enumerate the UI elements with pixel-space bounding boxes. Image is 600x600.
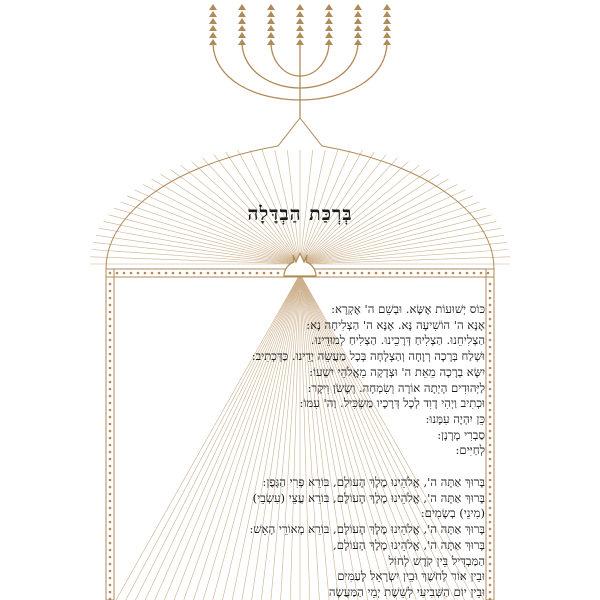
text-line: לְחַיִּים: <box>455 443 485 458</box>
ornament-dot <box>109 318 112 321</box>
ornament-dot <box>109 416 112 419</box>
ornament-dot <box>221 272 224 275</box>
flame-mark <box>296 4 304 10</box>
ornament-dot <box>489 395 492 398</box>
ornament-dot <box>319 272 322 275</box>
ornament-dot <box>109 388 112 391</box>
ornament-dot <box>340 272 343 275</box>
text-line: הַמַּבְדִּיל בֵּין קֹדֶשׁ לְחוֹל <box>388 553 485 568</box>
ornament-dot <box>109 577 112 580</box>
ornament-dot <box>172 272 175 275</box>
text-line: לַיְּהוּדִים הָיְתָה אוֹרָה וְשִׂמְחָה. וְשָׂשֹׂן וִיקָר: <box>307 380 485 395</box>
flame-mark <box>267 18 275 24</box>
ornament-dot <box>256 272 259 275</box>
ornament-dot <box>489 402 492 405</box>
ornament-dot <box>489 479 492 482</box>
text-line: כּוֹס יְשׁוּעוֹת אֶשָּׂא. וּבְשֵׁם ה' אֶקְרָא: <box>331 302 485 316</box>
ornament-dot <box>130 272 133 275</box>
ornament-dot <box>144 272 147 275</box>
ornament-dot <box>109 297 112 300</box>
ornament-dot <box>109 360 112 363</box>
ornament-dot <box>109 514 112 517</box>
ornament-dot <box>489 486 492 489</box>
ornament-dot <box>489 311 492 314</box>
ornament-dot <box>109 549 112 552</box>
ornament-dot <box>109 437 112 440</box>
flame-mark <box>383 4 391 10</box>
flame-mark <box>267 32 275 38</box>
ornament-dot <box>431 272 434 275</box>
ornament-dot <box>270 272 273 275</box>
text-line: סַבְרִי מָרָנָן: <box>437 427 485 442</box>
ornament-dot <box>109 479 112 482</box>
ornament-dot <box>389 272 392 275</box>
flame-mark <box>238 18 246 24</box>
flame-mark <box>325 25 333 31</box>
ornament-dot <box>200 272 203 275</box>
ornament-dot <box>489 556 492 559</box>
ornament-dot <box>375 272 378 275</box>
ornament-dot <box>109 563 112 566</box>
text-line: (מִינֵי) בְשָׂמִים: <box>420 506 485 521</box>
ornament-dot <box>116 272 119 275</box>
text-line: וּכְתִיב וַיְהִי דָוִד לְכָל דְּרָכָיו מַשְׂכִּיל. וַה' עִמּוֹ: <box>299 396 485 411</box>
flame-mark <box>296 32 304 38</box>
text-line: בָּרוּךְ אַתָּה ה', אֱלֹהֵינוּ מֶלֶךְ הָעוֹלָם, בּוֹרֵא מְאוֹרֵי הָאֵשׁ: <box>249 522 485 537</box>
flame-mark <box>296 25 304 31</box>
text-line: וּשְׁלַח בְּרָכָה רְוָחָה וְהַצְלָחָה בְּכָל מַעֲשֵׂה יָדֵינוּ. כַּדְּכְתִיב: <box>251 349 485 364</box>
ornament-dot <box>165 272 168 275</box>
ornament-dot <box>109 374 112 377</box>
ornament-dot <box>277 272 280 275</box>
ornament-dot <box>396 272 399 275</box>
ornament-dot <box>445 272 448 275</box>
ornament-dot <box>489 360 492 363</box>
ornament-dot <box>489 332 492 335</box>
ornament-dot <box>489 416 492 419</box>
ornament-dot <box>487 272 490 275</box>
ornament-dot <box>109 451 112 454</box>
ornament-dot <box>489 507 492 510</box>
ornament-dot <box>109 430 112 433</box>
flame-mark <box>267 11 275 17</box>
ray-line <box>96 235 300 264</box>
flame-mark <box>325 18 333 24</box>
flame-mark <box>383 32 391 38</box>
flame-mark <box>209 4 217 10</box>
ornament-dot <box>109 507 112 510</box>
ornament-dot <box>489 465 492 468</box>
flame-mark <box>325 4 333 10</box>
ornament-dot <box>109 353 112 356</box>
flame-mark <box>296 39 304 45</box>
flame-mark <box>238 25 246 31</box>
ornament-dot <box>489 570 492 573</box>
text-line: אָנָּא ה' הוֹשִׁיעָה נָּא. אָנָּא ה' הַצְלִיחָה נָא: <box>306 317 485 332</box>
ornament-dot <box>109 458 112 461</box>
ornament-dot <box>109 339 112 342</box>
ornament-dot <box>489 500 492 503</box>
ornament-dot <box>489 430 492 433</box>
flame-mark <box>209 32 217 38</box>
ornament-dot <box>438 272 441 275</box>
ornament-dot <box>186 272 189 275</box>
ornament-dot <box>424 272 427 275</box>
ornament-dot <box>109 535 112 538</box>
flame-mark <box>354 4 362 10</box>
flame-mark <box>383 25 391 31</box>
ornament-dot <box>151 272 154 275</box>
flame-mark <box>354 18 362 24</box>
ornament-dot <box>489 318 492 321</box>
ray-line <box>300 257 510 264</box>
ornament-dot <box>109 283 112 286</box>
flame-mark <box>383 39 391 45</box>
ornament-dot <box>489 346 492 349</box>
ornament-dot <box>417 272 420 275</box>
ornament-dot <box>158 272 161 275</box>
ornament-dot <box>489 353 492 356</box>
flame-mark <box>267 4 275 10</box>
ornament-dot <box>109 570 112 573</box>
flame-mark <box>209 25 217 31</box>
ornament-dot <box>368 272 371 275</box>
ornament-dot <box>109 500 112 503</box>
ornament-dot <box>489 297 492 300</box>
flame-mark <box>325 32 333 38</box>
ornament-dot <box>489 535 492 538</box>
ornament-dot <box>109 556 112 559</box>
ornament-dot <box>489 514 492 517</box>
ornament-dot <box>489 374 492 377</box>
ornament-dot <box>489 423 492 426</box>
ornament-dot <box>242 272 245 275</box>
ray-line <box>300 235 504 264</box>
ornament-dot <box>489 542 492 545</box>
ornament-dot <box>489 577 492 580</box>
ornament-dot <box>489 563 492 566</box>
ornament-dot <box>235 272 238 275</box>
ornament-dot <box>489 290 492 293</box>
ornament-dot <box>382 272 385 275</box>
flame-mark <box>354 11 362 17</box>
ornament-dot <box>489 458 492 461</box>
ornament-dot <box>489 367 492 370</box>
ornament-dot <box>179 272 182 275</box>
ornament-dot <box>489 381 492 384</box>
ornament-dot <box>489 325 492 328</box>
ornament-dot <box>109 542 112 545</box>
ornament-dot <box>109 311 112 314</box>
text-line: בָּרוּךְ אַתָּה ה', אֱלֹהֵינוּ מֶלֶךְ הָעוֹלָם, בּוֹרֵא עֲצֵי (עִשְׂבֵי) <box>252 490 485 505</box>
menorah-icon <box>209 4 391 118</box>
ornament-dot <box>109 381 112 384</box>
ornament-dot <box>489 409 492 412</box>
ornament-dot <box>347 272 350 275</box>
ornament-dot <box>109 486 112 489</box>
ornament-dot <box>109 332 112 335</box>
ornament-dot <box>228 272 231 275</box>
ornament-dot <box>109 395 112 398</box>
ornament-dot <box>480 272 483 275</box>
text-line: כֵּן יִהְיֶה עִמָּנוּ: <box>425 411 485 426</box>
ornament-dot <box>403 272 406 275</box>
ornament-dot <box>109 465 112 468</box>
flame-mark <box>383 11 391 17</box>
ornament-dot <box>109 521 112 524</box>
flame-mark <box>238 4 246 10</box>
havdalah-text <box>112 302 485 600</box>
text-line: יִשָּׂא בְרָכָה מֵאֵת ה' וּצְדָקָה מֵאֱלֹהֵי יִשְׁעוֹ: <box>309 364 485 379</box>
ornament-dot <box>109 402 112 405</box>
text-line: בָּרוּךְ אַתָּה ה', אֱלֹהֵינוּ מֶלֶךְ הָעוֹלָם, בּוֹרֵא פְּרִי הַגָּפֶן: <box>262 475 485 490</box>
flame-mark <box>354 32 362 38</box>
flame-mark <box>296 11 304 17</box>
ornament-dot <box>109 444 112 447</box>
ornament-dot <box>473 272 476 275</box>
ornament-dot <box>109 325 112 328</box>
ornament-dot <box>489 437 492 440</box>
ornament-dot <box>109 346 112 349</box>
ornament-dot <box>489 549 492 552</box>
ornament-dot <box>489 584 492 587</box>
ornament-dot <box>109 584 112 587</box>
ornament-dot <box>109 472 112 475</box>
ornament-dot <box>109 493 112 496</box>
flame-mark <box>383 18 391 24</box>
ornament-dot <box>333 272 336 275</box>
ornament-dot <box>123 272 126 275</box>
ray-line <box>90 257 300 264</box>
ornament-dot <box>193 272 196 275</box>
ornament-dot <box>489 444 492 447</box>
ornament-dot <box>354 272 357 275</box>
flame-mark <box>238 39 246 45</box>
flame-mark <box>209 11 217 17</box>
flame-mark <box>325 11 333 17</box>
page-title: בְּרְכַּת הַבְדָּלָה <box>247 203 353 225</box>
ornament-dot <box>109 367 112 370</box>
flame-mark <box>354 25 362 31</box>
text-line: וּבֵין יוֹם הַשְּׁבִיעִי לְשֵׁשֶׁת יְמֵי הַמַּעֲשֶׂה <box>328 584 485 599</box>
ornament-dot <box>452 272 455 275</box>
flame-mark <box>238 32 246 38</box>
ornament-dot <box>326 272 329 275</box>
ornament-dot <box>489 388 492 391</box>
ornament-dot <box>109 409 112 412</box>
ornament-dot <box>489 493 492 496</box>
ornament-dot <box>109 272 112 275</box>
ornament-dot <box>214 272 217 275</box>
ornament-dot <box>109 423 112 426</box>
ornament-dot <box>489 283 492 286</box>
ornament-dot <box>489 591 492 594</box>
text-line: וּבֵין אוֹר לְחֹשֶׁךְ וּבֵין יִשְׂרָאֵל לָעַמִּים <box>337 569 485 584</box>
ornament-dot <box>410 272 413 275</box>
flame-mark <box>209 39 217 45</box>
ornament-dot <box>459 272 462 275</box>
text-line: בָּרוּךְ אַתָּה ה', אֱלֹהֵינוּ מֶלֶךְ הָעוֹלָם, <box>333 537 485 552</box>
ornament-dot <box>489 339 492 342</box>
flame-mark <box>296 18 304 24</box>
ornament-dot <box>489 521 492 524</box>
ornament-dot <box>109 290 112 293</box>
ornament-dot <box>489 528 492 531</box>
ornament-dot <box>466 272 469 275</box>
ornament-dot <box>207 272 210 275</box>
ornament-dot <box>361 272 364 275</box>
ornament-dot <box>109 304 112 307</box>
flame-mark <box>325 39 333 45</box>
flame-mark <box>267 39 275 45</box>
ornament-dot <box>489 451 492 454</box>
ornament-dot <box>109 528 112 531</box>
text-line: הַצְלִיחֵנוּ. הַצְלִיחַ דְּרָכֵינוּ. הַצְלִיחַ לְמוּדֵינוּ. <box>310 333 485 348</box>
ornament-dot <box>137 272 140 275</box>
ornament-dot <box>489 472 492 475</box>
ornament-dot <box>109 591 112 594</box>
ornament-dot <box>249 272 252 275</box>
paragraph-gap <box>112 459 485 475</box>
ornament-dot <box>489 304 492 307</box>
flame-mark <box>209 18 217 24</box>
flame-mark <box>238 11 246 17</box>
flame-mark <box>354 39 362 45</box>
flame-mark <box>267 25 275 31</box>
ornament-dot <box>263 272 266 275</box>
